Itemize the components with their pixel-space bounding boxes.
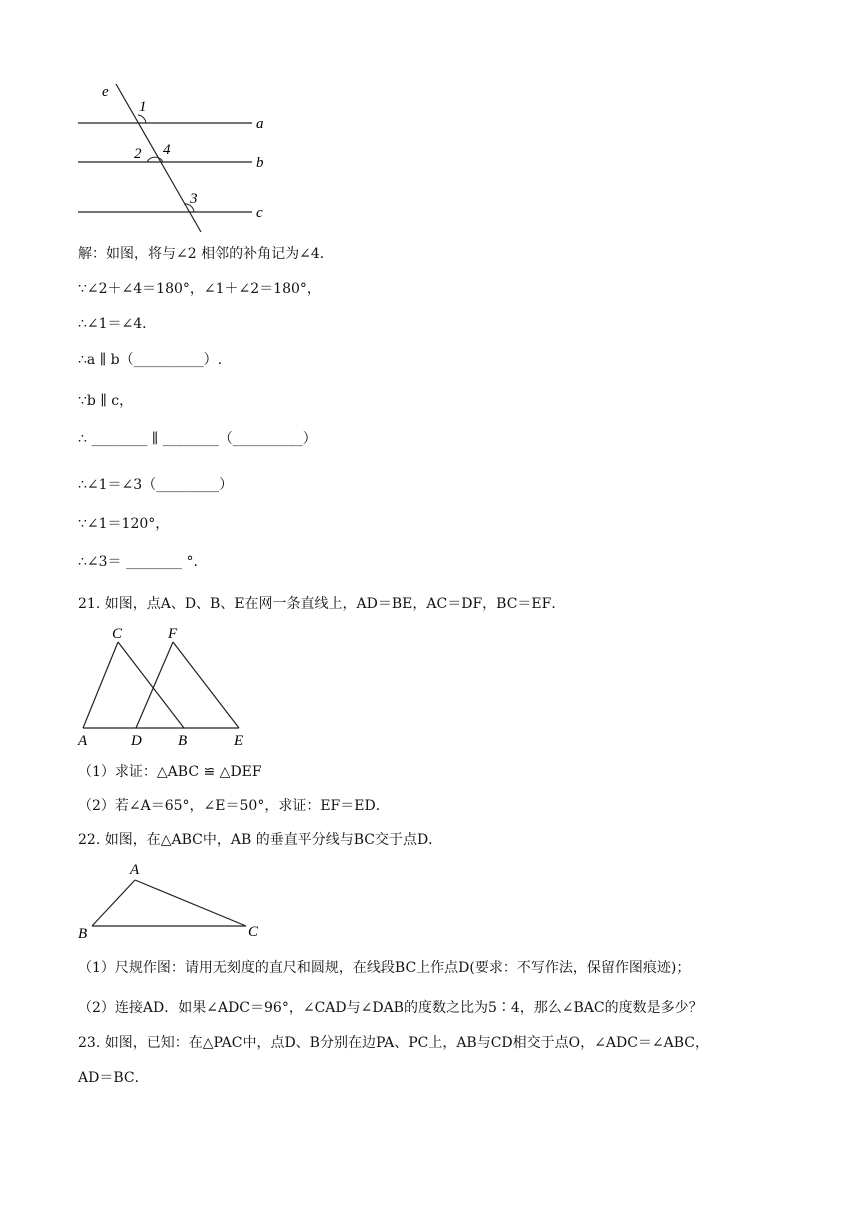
label-C: C bbox=[112, 626, 123, 642]
q22-part-2: （2）连接AD．如果∠ADC＝96°，∠CAD与∠DAB的度数之比为5∶4，那么∠BAC的度数是多少？ bbox=[78, 1000, 703, 1016]
angle-3-label: 3 bbox=[190, 191, 198, 207]
label-A: A bbox=[78, 733, 88, 749]
label-c: c bbox=[256, 205, 263, 221]
label-E: E bbox=[234, 733, 244, 749]
solution-line-6: ∴ ________ ∥ ________（__________） bbox=[78, 431, 317, 447]
solution-line-1: 解：如图，将与∠2 相邻的补角记为∠4． bbox=[78, 246, 334, 262]
solution-line-2: ∵∠2＋∠4＝180°，∠1＋∠2＝180°， bbox=[78, 281, 321, 297]
solution-line-5: ∵b ∥ c， bbox=[78, 393, 134, 409]
angle-1-arc bbox=[138, 115, 146, 123]
label-F: F bbox=[168, 626, 178, 642]
label-C: C bbox=[248, 924, 259, 940]
side-DF bbox=[136, 642, 173, 728]
q21-part-2: （2）若∠A＝65°，∠E＝50°，求证：EF＝ED． bbox=[78, 798, 390, 814]
label-e: e bbox=[102, 84, 109, 100]
q22-part-1: （1）尺规作图：请用无刻度的直尺和圆规，在线段BC上作点D(要求：不写作法，保留作图痕迹)； bbox=[78, 960, 691, 976]
solution-line-4: ∴a ∥ b（__________）. bbox=[78, 352, 223, 368]
solution-line-9: ∴∠3＝ ________ °． bbox=[78, 554, 208, 570]
side-AC bbox=[135, 880, 246, 926]
q23-stem-line-1: 23. 如图，已知：在△PAC中，点D、B分别在边PA、PC上，AB与CD相交于点O，∠ADC＝∠ABC， bbox=[78, 1035, 710, 1051]
side-AB bbox=[92, 880, 135, 926]
solution-line-3: ∴∠1＝∠4． bbox=[78, 316, 157, 332]
solution-line-7: ∴∠1＝∠3（_________） bbox=[78, 477, 234, 493]
q22-stem: 22. 如图，在△ABC中，AB 的垂直平分线与BC交于点D． bbox=[78, 832, 443, 848]
angle-1-label: 1 bbox=[139, 99, 147, 115]
side-AC bbox=[83, 642, 118, 728]
label-b: b bbox=[256, 155, 264, 171]
q23-stem-line-2: AD＝BC． bbox=[78, 1070, 149, 1086]
label-a: a bbox=[256, 116, 264, 132]
triangle-ABC-figure bbox=[74, 856, 270, 944]
side-FE bbox=[173, 642, 239, 728]
parallel-lines-figure bbox=[70, 80, 280, 240]
angle-2-label: 2 bbox=[134, 146, 142, 162]
two-triangles-figure bbox=[74, 622, 258, 750]
label-B: B bbox=[78, 926, 88, 942]
label-D: D bbox=[131, 733, 142, 749]
solution-line-8: ∵∠1＝120°， bbox=[78, 516, 170, 532]
q21-part-1: （1）求证：△ABC ≌ △DEF bbox=[78, 764, 262, 780]
label-B: B bbox=[178, 733, 188, 749]
label-A: A bbox=[130, 862, 140, 878]
side-CB bbox=[118, 642, 184, 728]
angle-4-label: 4 bbox=[163, 142, 171, 158]
q21-stem: 21. 如图，点A、D、B、E在网一条直线上，AD＝BE，AC＝DF，BC＝EF． bbox=[78, 596, 566, 612]
